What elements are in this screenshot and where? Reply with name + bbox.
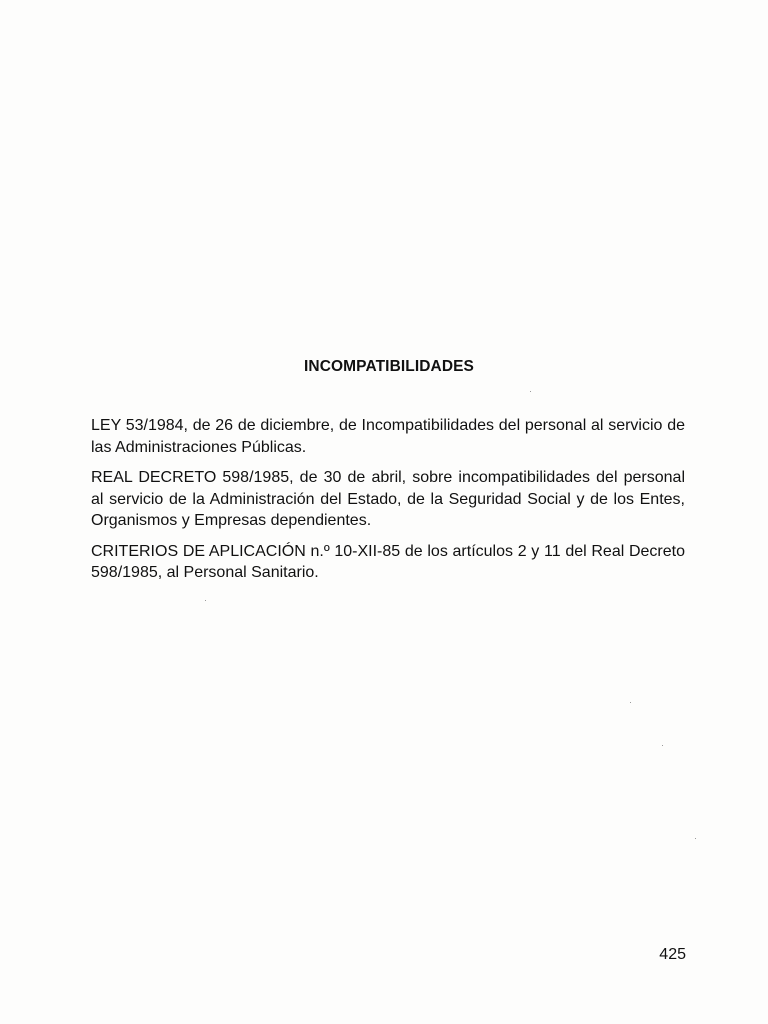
scan-speck — [530, 391, 531, 392]
page-title: INCOMPATIBILIDADES — [304, 358, 474, 375]
scan-speck — [630, 702, 631, 703]
scan-speck — [662, 745, 663, 746]
entry-real-decreto-598-1985: REAL DECRETO 598/1985, de 30 de abril, sobre incompatibilidades del personal al servicio de la Administración del Estado, de la Seguridad Social y de los Entes, Organismos y Empresas dependientes. — [91, 469, 685, 529]
page-number: 425 — [659, 946, 686, 963]
entry-ley-53-1984: LEY 53/1984, de 26 de diciembre, de Incompatibilidades del personal al servicio de las Administraciones Públicas. — [91, 417, 685, 456]
entry-criterios-de-aplicacion: CRITERIOS DE APLICACIÓN n.º 10-XII-85 de los artículos 2 y 11 del Real Decreto 598/1985, al Personal Sanitario. — [91, 542, 685, 581]
scan-speck — [695, 838, 696, 839]
scan-speck — [205, 600, 206, 601]
entry-list — [91, 415, 685, 593]
